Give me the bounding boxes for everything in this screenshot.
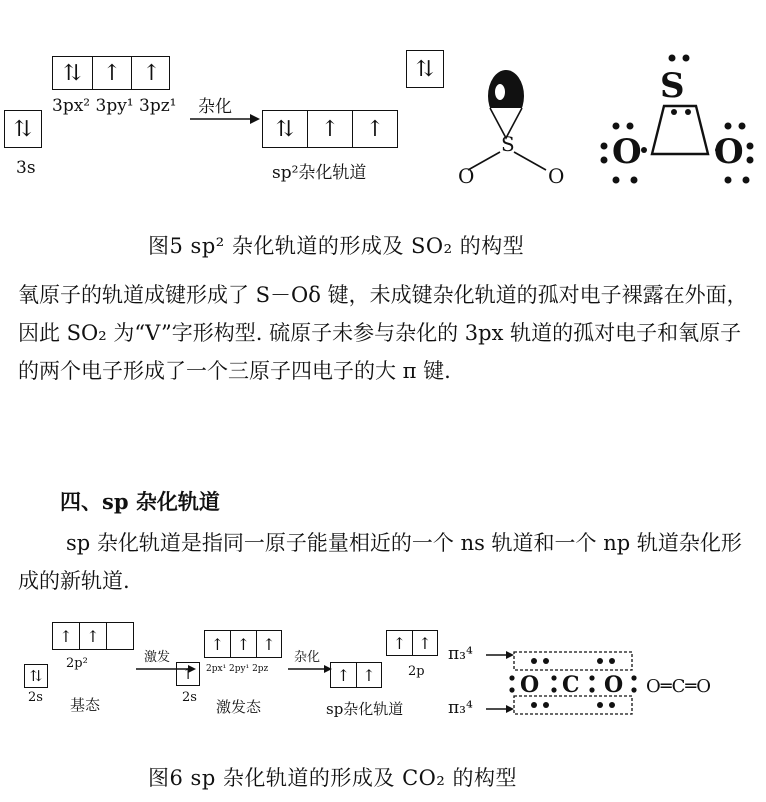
atom-o-right: O	[548, 164, 565, 188]
up-arrow-icon: ↑	[231, 631, 257, 657]
up-arrow-icon: ↑	[331, 663, 357, 687]
up-down-arrow-icon: ⇅	[53, 57, 93, 89]
orbital-box-sp	[330, 662, 382, 688]
figure-5-caption: 图5 sp² 杂化轨道的形成及 SO₂ 的构型	[148, 234, 525, 258]
orbital-box-sp2	[262, 110, 398, 148]
label-ground-state: 基态	[70, 696, 101, 714]
up-arrow-icon: ↑	[205, 631, 231, 657]
orbital-box-3s	[4, 110, 42, 148]
up-down-arrow-icon: ⇅	[263, 111, 308, 147]
label-2p: 2p	[408, 664, 425, 679]
up-arrow-icon: ↑	[93, 57, 132, 89]
paragraph-1: 氧原子的轨道成键形成了 S－Oδ 键，未成键杂化轨道的孤对电子裸露在外面，因此 SO₂ 为“V”字形构型. 硫原子未参与杂化的 3px 轨道的孤对电子和氧原子的两个电子形成了一个三原子四电子的大 π 键.	[18, 283, 748, 383]
orbital-box-ground-2s	[24, 664, 48, 688]
up-arrow-icon: ↑	[308, 111, 353, 147]
figure-6-caption: 图6 sp 杂化轨道的形成及 CO₂ 的构型	[148, 766, 517, 790]
orbital-box-remaining-2p	[386, 630, 438, 656]
co2-atom-o-right: O	[604, 672, 624, 698]
co2-atom-o-left: O	[520, 672, 540, 698]
label-excited-2s: 2s	[182, 690, 197, 705]
pi-label-bottom: π₃⁴	[448, 698, 473, 718]
orbital-box-3p	[52, 56, 170, 90]
up-down-arrow-icon: ⇅	[13, 116, 33, 142]
arrow-label-hybridize: 杂化	[198, 97, 232, 117]
orbital-label-sp2: sp²杂化轨道	[272, 163, 367, 183]
orbital-label-3p: 3px² 3py¹ 3pz¹	[52, 96, 177, 116]
up-arrow-icon: ↑	[387, 631, 413, 655]
orbital-box-excited-2s	[176, 662, 200, 686]
lewis-atom-o-left: O	[612, 132, 642, 172]
up-down-arrow-icon: ⇅	[415, 56, 435, 82]
up-arrow-icon: ↑	[418, 633, 432, 653]
orbital-box-excited-2p	[204, 630, 282, 658]
co2-structural-formula: O═C═O	[646, 676, 711, 697]
section-heading: 四、sp 杂化轨道	[60, 489, 220, 514]
label-2p2: 2p²	[66, 656, 88, 671]
pi-label-top: π₃⁴	[448, 644, 473, 664]
arrow-label-hybridize-2: 杂化	[294, 650, 321, 665]
label-excited-2p: 2px¹ 2py¹ 2pz	[206, 664, 269, 674]
arrow-label-excite: 激发	[144, 650, 171, 665]
atom-o-left: O	[458, 164, 475, 188]
up-arrow-icon: ↑	[142, 60, 161, 86]
label-sp-hybrid: sp杂化轨道	[326, 700, 404, 718]
lewis-atom-s: S	[660, 66, 685, 106]
co2-atom-c: C	[562, 672, 580, 698]
up-arrow-icon: ↑	[262, 634, 276, 654]
label-excited-state: 激发态	[216, 698, 262, 716]
up-arrow-icon: ↑	[362, 665, 376, 685]
up-arrow-icon: ↑	[365, 116, 385, 142]
atom-s: S	[501, 132, 515, 156]
up-arrow-icon: ↑	[80, 623, 107, 649]
arrow-right-icon	[288, 664, 332, 674]
orbital-label-3s: 3s	[16, 158, 36, 178]
up-arrow-icon: ↑	[181, 665, 195, 683]
orbital-box-ground-2p	[52, 622, 134, 650]
up-down-arrow-icon: ⇅	[29, 667, 43, 685]
arrow-right-icon	[190, 112, 260, 126]
paragraph-2: sp 杂化轨道是指同一原子能量相近的一个 ns 轨道和一个 np 轨道杂化形成的新轨道.	[18, 531, 742, 593]
up-arrow-icon: ↑	[53, 623, 80, 649]
lewis-atom-o-right: O	[714, 132, 744, 172]
label-2s: 2s	[28, 690, 43, 705]
orbital-box-p-lone	[406, 50, 444, 88]
